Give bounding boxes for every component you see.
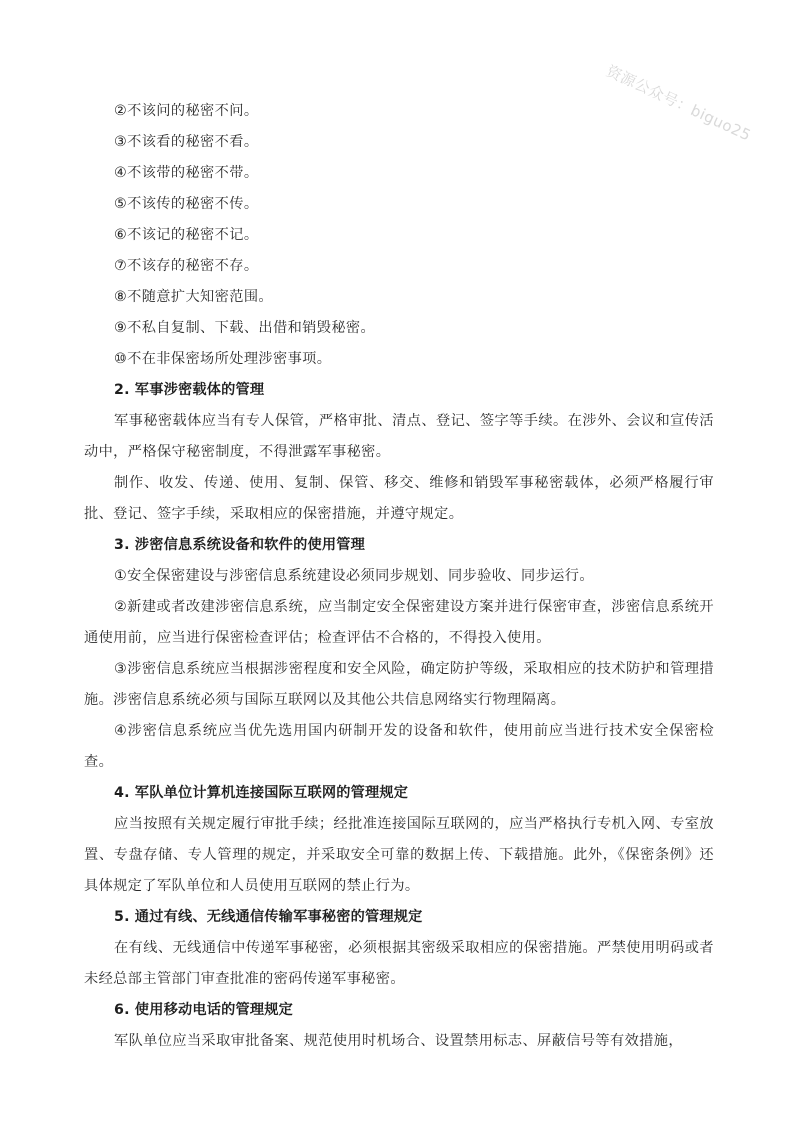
list-item: ⑨不私自复制、下载、出借和销毁秘密。 [114,320,376,336]
section-heading: 3. 涉密信息系统设备和软件的使用管理 [114,537,366,553]
list-item: ④不该带的秘密不带。 [114,165,259,181]
list-item: ⑤不该传的秘密不传。 [114,196,259,212]
section-heading: 4. 军队单位计算机连接国际互联网的管理规定 [114,785,409,801]
section-heading: 5. 通过有线、无线通信传输军事秘密的管理规定 [114,909,423,925]
watermark-text: 资源公众号：biguo25 [603,61,754,145]
paragraph: ③涉密信息系统应当根据涉密程度和安全风险，确定防护等级，采取相应的技术防护和管理措施。涉密信息系统必须与国际互联网以及其他公共信息网络实行物理隔离。 [84,661,714,708]
paragraph: 应当按照有关规定履行审批手续；经批准连接国际互联网的，应当严格执行专机入网、专室放置、专盘存储、专人管理的规定，并采取安全可靠的数据上传、下载措施。此外，《保密条例》还具体规定了军队单位和人员使用互联网的禁止行为。 [84,816,714,894]
paragraph: 军事秘密载体应当有专人保管，严格审批、清点、登记、签字等手续。在涉外、会议和宣传活动中，严格保守秘密制度，不得泄露军事秘密。 [84,413,714,460]
list-item: ②不该问的秘密不问。 [114,103,259,119]
list-item: ⑦不该存的秘密不存。 [114,258,259,274]
list-item: ③不该看的秘密不看。 [114,134,259,150]
list-item: ⑧不随意扩大知密范围。 [114,289,273,305]
paragraph: 军队单位应当采取审批备案、规范使用时机场合、设置禁用标志、屏蔽信号等有效措施， [114,1033,683,1049]
section-heading: 2. 军事涉密载体的管理 [114,382,265,398]
paragraph: ①安全保密建设与涉密信息系统建设必须同步规划、同步验收、同步运行。 [114,568,594,584]
paragraph: ②新建或者改建涉密信息系统，应当制定安全保密建设方案并进行保密审查，涉密信息系统开通使用前，应当进行保密检查评估；检查评估不合格的，不得投入使用。 [84,599,714,646]
paragraph: 制作、收发、传递、使用、复制、保管、移交、维修和销毁军事秘密载体，必须严格履行审批、登记、签字手续，采取相应的保密措施，并遵守规定。 [84,475,714,522]
section-heading: 6. 使用移动电话的管理规定 [114,1002,294,1018]
document-body [84,96,714,1057]
list-item: ⑥不该记的秘密不记。 [114,227,259,243]
list-item: ⑩不在非保密场所处理涉密事项。 [114,351,332,367]
paragraph: 在有线、无线通信中传递军事秘密，必须根据其密级采取相应的保密措施。严禁使用明码或者未经总部主管部门审查批准的密码传递军事秘密。 [84,940,714,987]
paragraph: ④涉密信息系统应当优先选用国内研制开发的设备和软件，使用前应当进行技术安全保密检查。 [84,723,714,770]
